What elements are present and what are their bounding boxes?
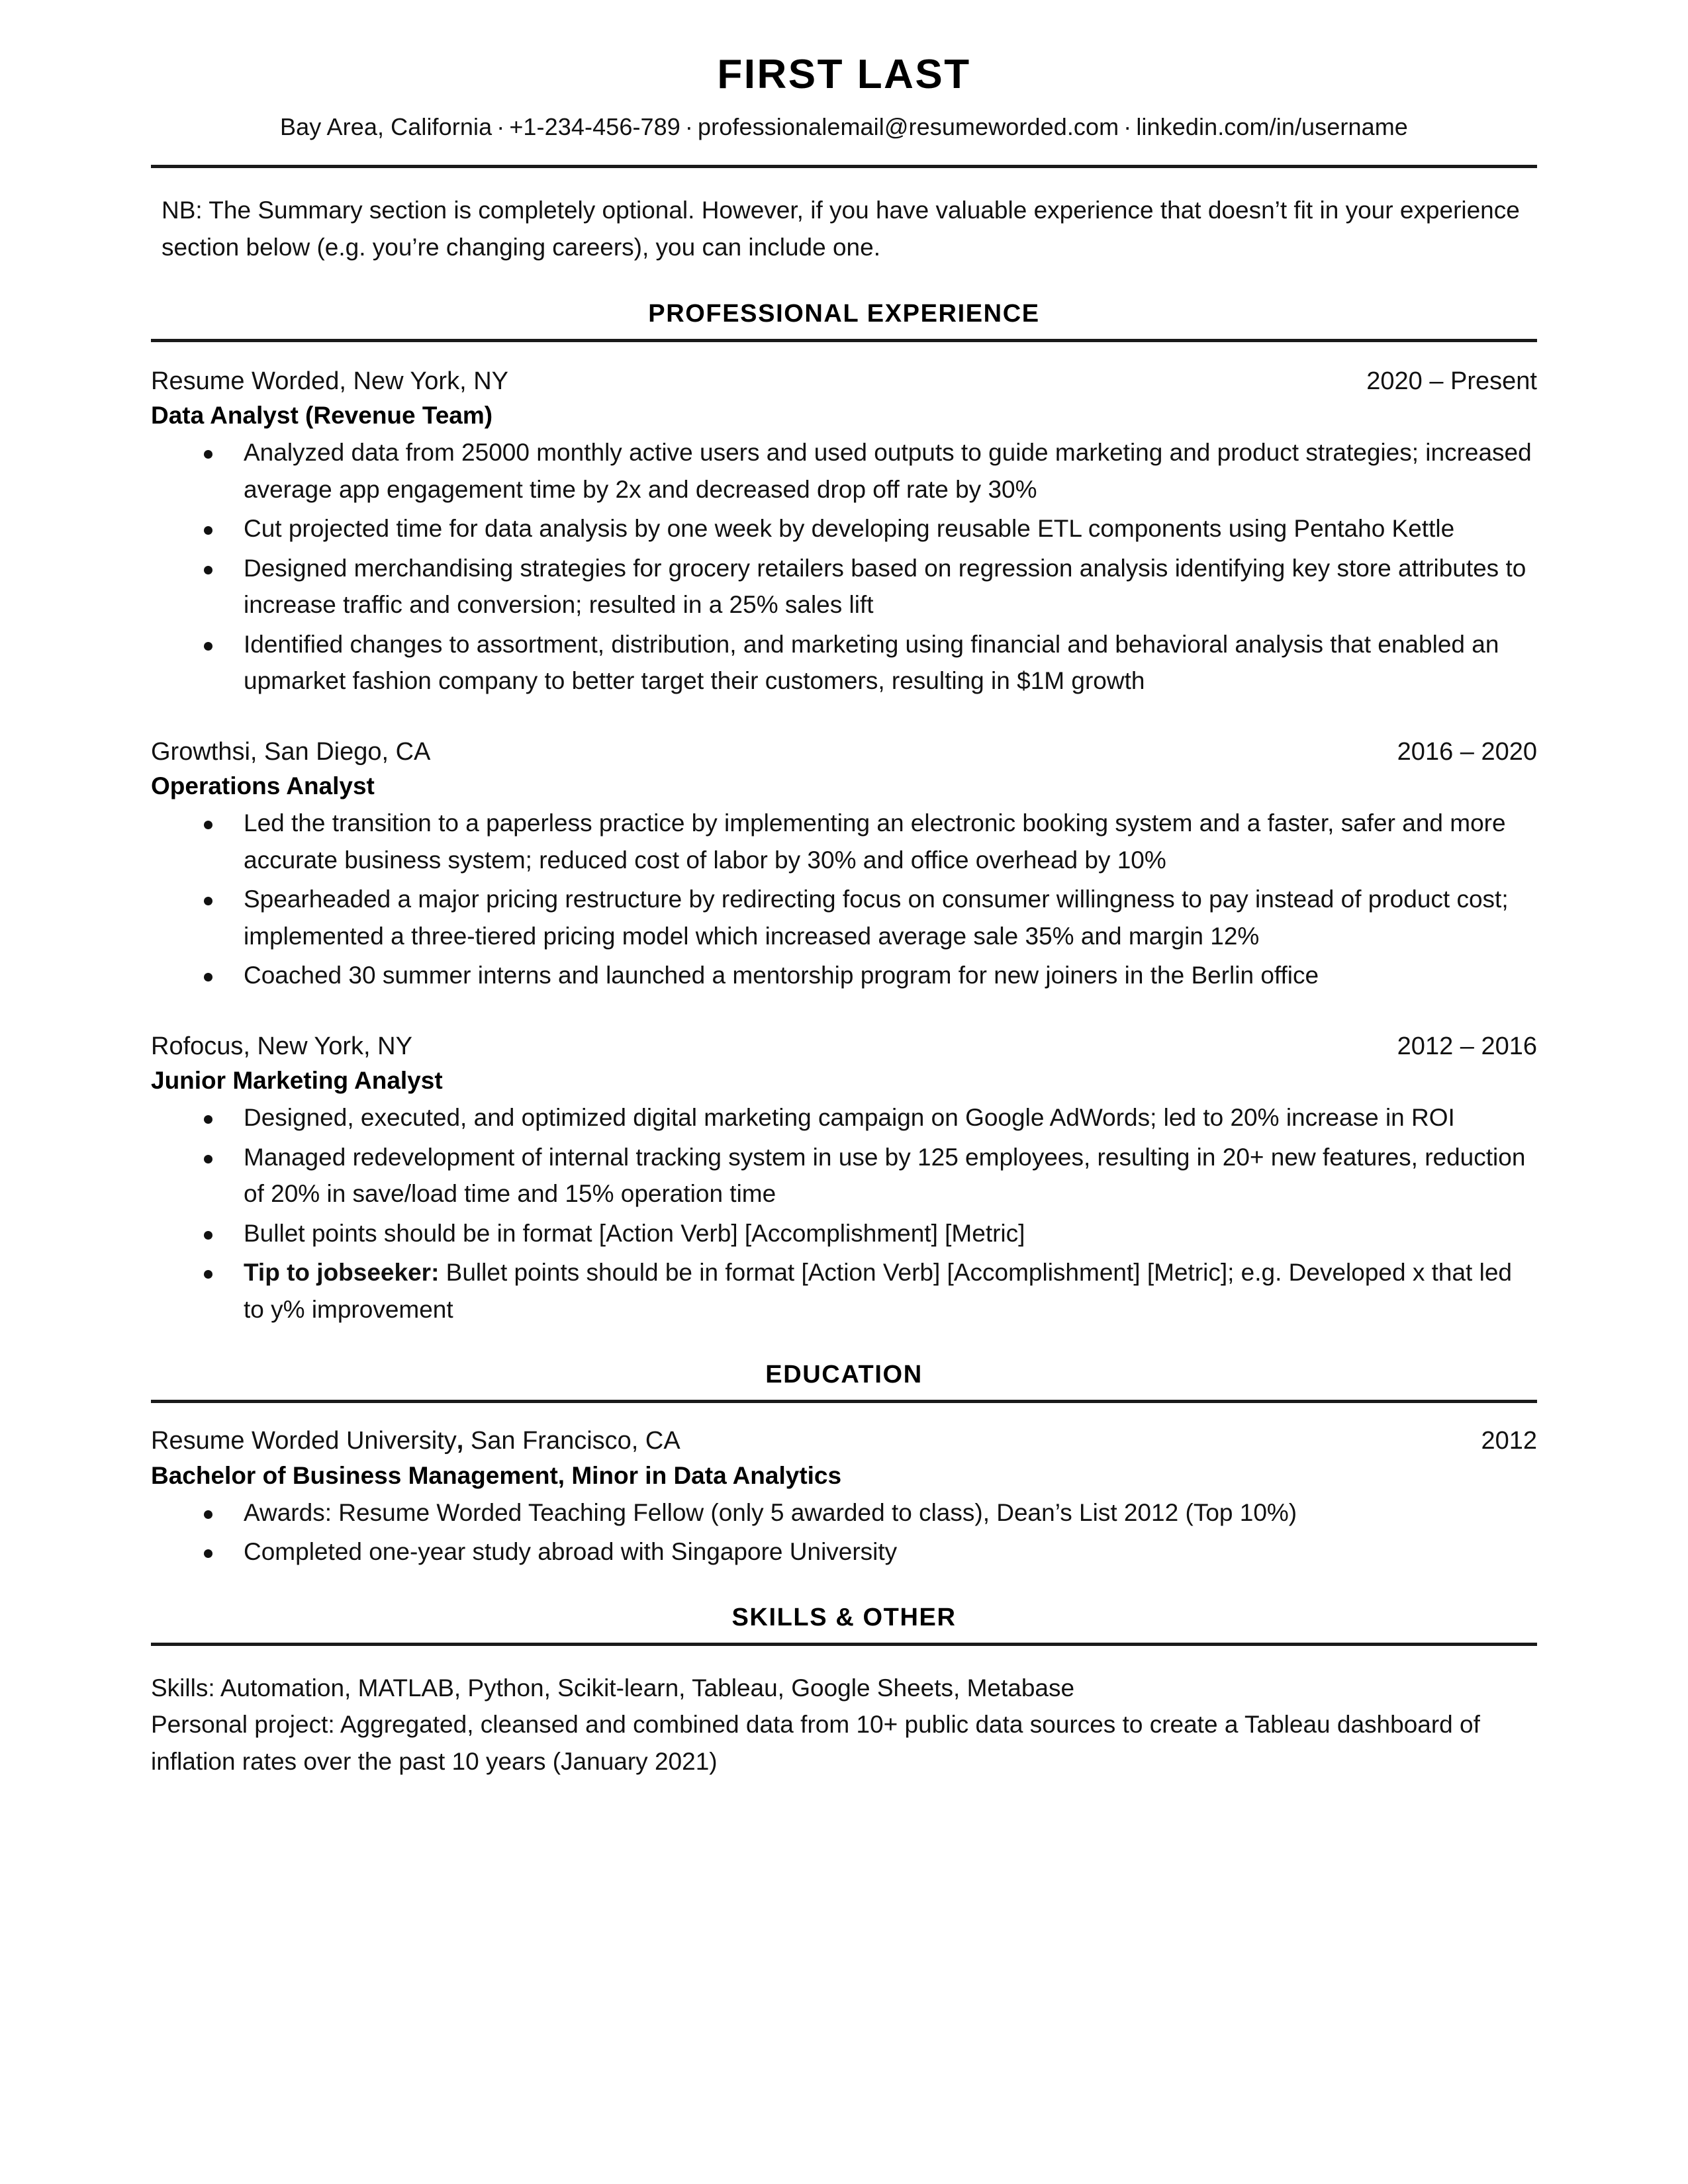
experience-entry-header (151, 737, 1537, 768)
contact-separator-3: · (1123, 113, 1132, 141)
tip-bullet-rest: Bullet points should be in format [Action Verb] [Accomplishment] [Metric]; e.g. Developed x that led to y% improvement (244, 1259, 1512, 1323)
section-heading-education: EDUCATION (765, 1361, 923, 1389)
experience-bullet: Designed merchandising strategies for grocery retailers based on regression analysis identifying key store attributes to increase traffic and conversion; resulted in a 25% sales lift (151, 550, 1537, 623)
section-heading-skills: SKILLS & OTHER (731, 1603, 957, 1631)
skills-line: Personal project: Aggregated, cleansed and combined data from 10+ public data sources to create a Tableau dashboard of inflation rates over the past 10 years (January 2021) (151, 1711, 1480, 1775)
experience-bullet: Designed, executed, and optimized digital marketing campaign on Google AdWords; led to 20% increase in ROI (151, 1099, 1537, 1136)
experience-bullet: Spearheaded a major pricing restructure by redirecting focus on consumer willingness to pay instead of product cost; implemented a three-tiered pricing model which increased average sale 35% and margin 12% (151, 881, 1537, 954)
experience-bullet-list (151, 1099, 1537, 1328)
experience-bullet: Bullet points should be in format [Action Verb] [Accomplishment] [Metric] (151, 1215, 1537, 1252)
contact-phone: +1-234-456-789 (509, 113, 680, 141)
experience-entry (151, 1031, 1537, 1328)
contact-email[interactable]: professionalemail@resumeworded.com (698, 113, 1119, 141)
education-entry-header (151, 1426, 1537, 1457)
education-entry (151, 1426, 1537, 1570)
experience-bullet-list (151, 805, 1537, 994)
contact-linkedin[interactable]: linkedin.com/in/username (1136, 113, 1408, 141)
experience-bullet: Led the transition to a paperless practice by implementing an electronic booking system and a faster, safer and more accurate business system; reduced cost of labor by 30% and office overhead by 10% (151, 805, 1537, 878)
experience-job-title: Junior Marketing Analyst (151, 1067, 443, 1095)
education-institution-name: Resume Worded University (151, 1427, 457, 1455)
experience-bullet-list (151, 434, 1537, 700)
experience-entry (151, 737, 1537, 994)
skills-line: Skills: Automation, MATLAB, Python, Scikit-learn, Tableau, Google Sheets, Metabase (151, 1674, 1075, 1702)
education-divider (151, 1400, 1537, 1403)
experience-entry-header (151, 1031, 1537, 1063)
experience-date-range: 2020 – Present (1366, 367, 1537, 395)
education-bullet: Completed one-year study abroad with Singapore University (151, 1533, 1537, 1570)
experience-organization: Resume Worded, New York, NY (151, 367, 508, 395)
experience-list (151, 366, 1537, 1328)
experience-entry (151, 366, 1537, 700)
experience-entry-header (151, 366, 1537, 398)
experience-date-range: 2012 – 2016 (1397, 1032, 1537, 1060)
experience-organization: Growthsi, San Diego, CA (151, 737, 431, 766)
experience-bullet: Cut projected time for data analysis by one week by developing reusable ETL components using Pentaho Kettle (151, 510, 1537, 547)
education-institution (151, 1426, 680, 1457)
contact-separator-1: · (496, 113, 505, 141)
education-list (151, 1426, 1537, 1570)
experience-job-title: Operations Analyst (151, 772, 375, 800)
education-bullet: Awards: Resume Worded Teaching Fellow (only 5 awarded to class), Dean’s List 2012 (Top 10%) (151, 1494, 1537, 1531)
experience-date-range: 2016 – 2020 (1397, 737, 1537, 766)
experience-job-title: Data Analyst (Revenue Team) (151, 402, 493, 430)
section-skills (151, 1604, 1537, 1646)
tip-bullet-lead: Tip to jobseeker: (244, 1259, 440, 1287)
section-heading-experience: PROFESSIONAL EXPERIENCE (648, 299, 1040, 328)
summary-text: NB: The Summary section is completely optional. However, if you have valuable experience that doesn’t fit in your experience section below (e.g. you’re changing careers), you can include one. (162, 197, 1520, 261)
experience-divider (151, 339, 1537, 342)
experience-bullet: Analyzed data from 25000 monthly active users and used outputs to guide marketing and product strategies; increased average app engagement time by 2x and decreased drop off rate by 30% (151, 434, 1537, 508)
education-institution-comma: , (456, 1427, 464, 1455)
skills-list (151, 1670, 1537, 1780)
experience-bullet: Identified changes to assortment, distribution, and marketing using financial and behavioral analysis that enabled an upmarket fashion company to better target their customers, resulting in $1M growth (151, 626, 1537, 700)
education-degree: Bachelor of Business Management, Minor in Data Analytics (151, 1461, 842, 1489)
experience-bullet: Coached 30 summer interns and launched a mentorship program for new joiners in the Berlin office (151, 957, 1537, 994)
experience-bullet: Managed redevelopment of internal tracking system in use by 125 employees, resulting in 20+ new features, reduction of 20% in save/load time and 15% operation time (151, 1139, 1537, 1212)
education-bullet-list (151, 1494, 1537, 1570)
skills-divider (151, 1643, 1537, 1646)
experience-organization: Rofocus, New York, NY (151, 1032, 412, 1060)
education-institution-location: San Francisco, CA (463, 1427, 680, 1455)
contact-line (151, 96, 1537, 141)
page-title: FIRST LAST (717, 52, 971, 97)
section-experience (151, 300, 1537, 342)
contact-location: Bay Area, California (280, 113, 492, 141)
experience-tip-bullet (151, 1254, 1537, 1328)
section-education (151, 1361, 1537, 1403)
education-date: 2012 (1481, 1427, 1537, 1455)
contact-separator-2: · (684, 113, 694, 141)
